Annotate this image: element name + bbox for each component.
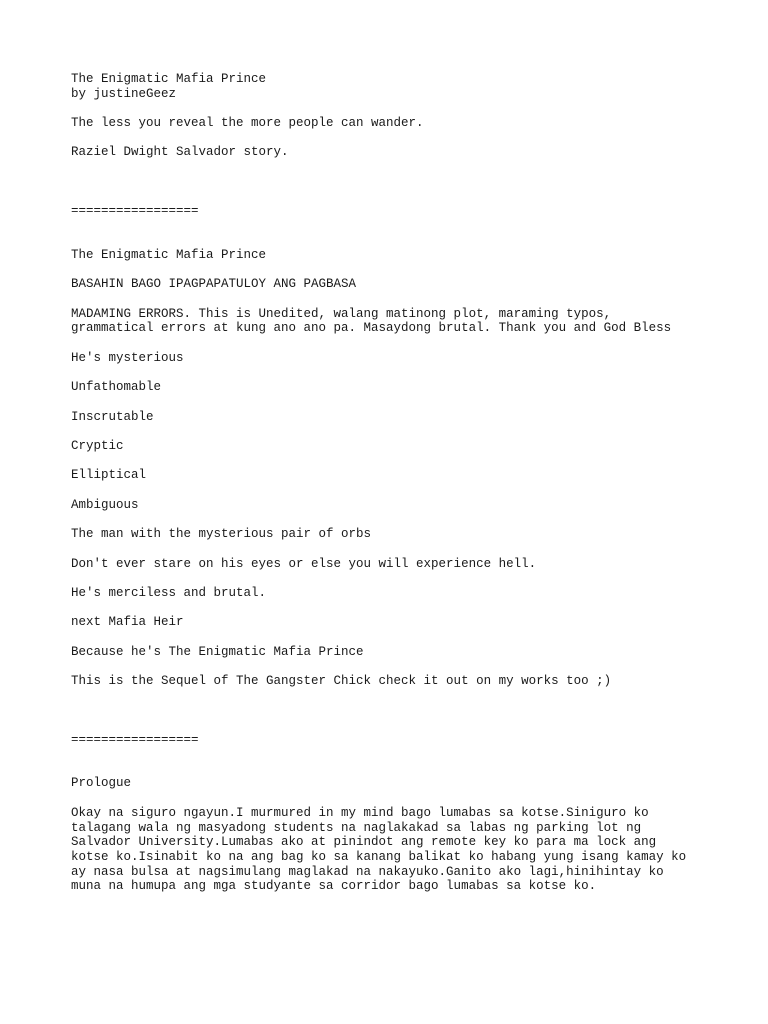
text-line: Ambiguous: [71, 497, 139, 512]
spacer: [71, 131, 751, 146]
text-line: Cryptic: [71, 438, 124, 453]
text-line: The man with the mysterious pair of orbs: [71, 527, 372, 542]
document-page: [71, 72, 751, 894]
story-line: Raziel Dwight Salvador story.: [71, 145, 289, 160]
tagline: The less you reveal the more people can wander.: [71, 116, 424, 131]
prologue-line: talagang wala ng masyadong students na naglakakad sa labas ng parking lot ng: [71, 820, 642, 835]
text-line: He's merciless and brutal.: [71, 585, 267, 600]
section-title: The Enigmatic Mafia Prince: [71, 247, 267, 262]
spacer: [71, 424, 751, 439]
spacer: [71, 571, 751, 586]
spacer: [71, 395, 751, 410]
spacer: [71, 219, 751, 248]
spacer: [71, 160, 751, 204]
spacer: [71, 747, 751, 776]
prologue-title: Prologue: [71, 776, 132, 791]
document-title: The Enigmatic Mafia Prince: [71, 72, 267, 86]
text-line: next Mafia Heir: [71, 615, 184, 630]
spacer: [71, 483, 751, 498]
text-line: Inscrutable: [71, 409, 154, 424]
text-line: Elliptical: [71, 468, 147, 483]
spacer: [71, 791, 751, 806]
text-line: Unfathomable: [71, 380, 162, 395]
text-line: This is the Sequel of The Gangster Chick check it out on my works too ;): [71, 674, 612, 689]
spacer: [71, 542, 751, 557]
prologue-line: Okay na siguro ngayun.I murmured in my mind bago lumabas sa kotse.Siniguro ko: [71, 805, 649, 820]
prologue-line: kotse ko.Isinabit ko na ang bag ko sa kanang balikat ko habang yung isang kamay ko: [71, 849, 687, 864]
warning-line: BASAHIN BAGO IPAGPAPATULOY ANG PAGBASA: [71, 277, 357, 292]
prologue-line: muna na humupa ang mga studyante sa corridor bago lumabas sa kotse ko.: [71, 879, 597, 894]
spacer: [71, 689, 751, 733]
text-line: Don't ever stare on his eyes or else you will experience hell.: [71, 556, 537, 571]
prologue-line: Salvador University.Lumabas ako at pinindot ang remote key ko para ma lock ang: [71, 835, 657, 850]
spacer: [71, 659, 751, 674]
spacer: [71, 630, 751, 645]
spacer: [71, 601, 751, 616]
spacer: [71, 512, 751, 527]
prologue-line: ay nasa bulsa at nagsimulang maglakad na nakayuko.Ganito ako lagi,hinihintay ko: [71, 864, 664, 879]
author-line: by justineGeez: [71, 86, 177, 101]
notice-line: MADAMING ERRORS. This is Unedited, walang matinong plot, maraming typos,: [71, 306, 612, 321]
spacer: [71, 292, 751, 307]
spacer: [71, 454, 751, 469]
section-divider: =================: [71, 732, 199, 747]
spacer: [71, 101, 751, 116]
section-divider: =================: [71, 204, 199, 219]
text-line: He's mysterious: [71, 350, 184, 365]
spacer: [71, 263, 751, 278]
spacer: [71, 365, 751, 380]
text-line: Because he's The Enigmatic Mafia Prince: [71, 644, 364, 659]
spacer: [71, 336, 751, 351]
notice-line: grammatical errors at kung ano ano pa. Masaydong brutal. Thank you and God Bless: [71, 321, 672, 336]
